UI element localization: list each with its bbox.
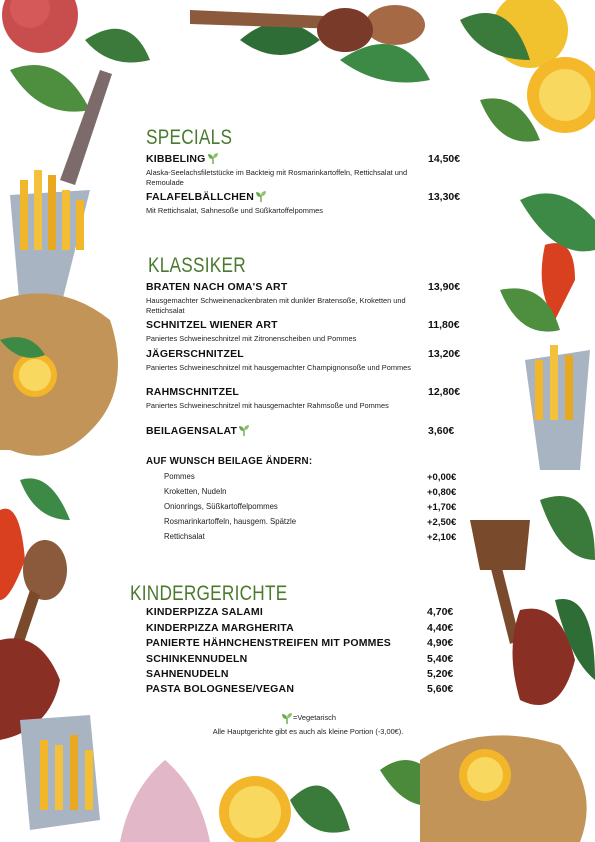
side-name: Onionrings, Süßkartoffelpommes xyxy=(164,502,278,511)
side-name: Kroketten, Nudeln xyxy=(164,487,227,496)
sprout-icon xyxy=(255,191,267,202)
side-name: Rosmarinkartoffeln, hausgem. Spätzle xyxy=(164,517,297,526)
side-name: Rettichsalat xyxy=(164,532,205,541)
price: 13,30€ xyxy=(428,191,461,203)
item-name: KIBBELING xyxy=(146,153,206,165)
price: 13,20€ xyxy=(428,348,461,360)
price: 5,20€ xyxy=(427,668,454,680)
item-name: FALAFELBÄLLCHEN xyxy=(146,191,254,203)
veg-legend xyxy=(158,713,458,724)
item-name: JÄGERSCHNITZEL xyxy=(146,348,244,360)
price: 5,40€ xyxy=(427,653,454,665)
price: 11,80€ xyxy=(428,319,460,331)
sprout-icon xyxy=(281,713,293,724)
item-description: Paniertes Schweineschnitzel mit Zitronenscheiben und Pommes xyxy=(146,334,357,343)
portion-note: Alle Hauptgerichte gibt es auch als kleine Portion (-3,00€). xyxy=(212,727,404,736)
price: 14,50€ xyxy=(428,153,461,165)
kindergerichte-title: KINDERGERICHTE xyxy=(130,582,288,605)
menu-item-kibbeling xyxy=(146,153,219,165)
item-name: SAHNENUDELN xyxy=(146,668,229,680)
item-name: BRATEN NACH OMA'S ART xyxy=(146,281,288,293)
sprout-icon xyxy=(238,425,250,436)
item-name: KINDERPIZZA MARGHERITA xyxy=(146,622,294,634)
item-name: KINDERPIZZA SALAMI xyxy=(146,606,263,618)
side-price: +0,00€ xyxy=(427,472,457,483)
item-name: PASTA BOLOGNESE/VEGAN xyxy=(146,683,295,695)
side-price: +2,50€ xyxy=(427,517,457,528)
item-description: Paniertes Schweineschnitzel mit hausgemachter Champignonsoße und Pommes xyxy=(146,363,411,372)
item-name: RAHMSCHNITZEL xyxy=(146,386,240,398)
item-name: BEILAGENSALAT xyxy=(146,425,238,437)
sides-heading: AUF WUNSCH BEILAGE ÄNDERN: xyxy=(146,456,313,467)
menu-item-beilagensalat xyxy=(146,425,250,437)
item-description: Alaska-Seelachsfiletstücke im Backteig mit Rosmarinkartoffeln, Rettichsalat und Remoulade xyxy=(146,168,408,187)
item-description: Mit Rettichsalat, Sahnesoße und Süßkartoffelpommes xyxy=(146,206,323,215)
price: 4,70€ xyxy=(427,606,454,618)
veg-legend-text: =Vegetarisch xyxy=(293,713,336,722)
klassiker-title: KLASSIKER xyxy=(148,254,246,277)
sprout-icon xyxy=(207,153,219,164)
price: 4,40€ xyxy=(427,622,454,634)
side-price: +2,10€ xyxy=(427,532,457,543)
price: 3,60€ xyxy=(428,425,455,437)
specials-title: SPECIALS xyxy=(146,126,233,149)
item-description: Hausgemachter Schweinenackenbraten mit dunkler Bratensoße, Kroketten und Rettichsalat xyxy=(146,296,406,315)
item-name: SCHINKENNUDELN xyxy=(146,653,248,665)
item-description: Paniertes Schweineschnitzel mit hausgemachter Rahmsoße und Pommes xyxy=(146,401,389,410)
side-name: Pommes xyxy=(164,472,195,481)
item-name: PANIERTE HÄHNCHENSTREIFEN MIT POMMES xyxy=(146,637,392,649)
price: 13,90€ xyxy=(428,281,461,293)
price: 12,80€ xyxy=(428,386,461,398)
side-price: +1,70€ xyxy=(427,502,457,513)
item-name: SCHNITZEL WIENER ART xyxy=(146,319,278,331)
price: 5,60€ xyxy=(427,683,454,695)
menu-item-falafel xyxy=(146,191,267,203)
side-price: +0,80€ xyxy=(427,487,457,498)
price: 4,90€ xyxy=(427,637,454,649)
